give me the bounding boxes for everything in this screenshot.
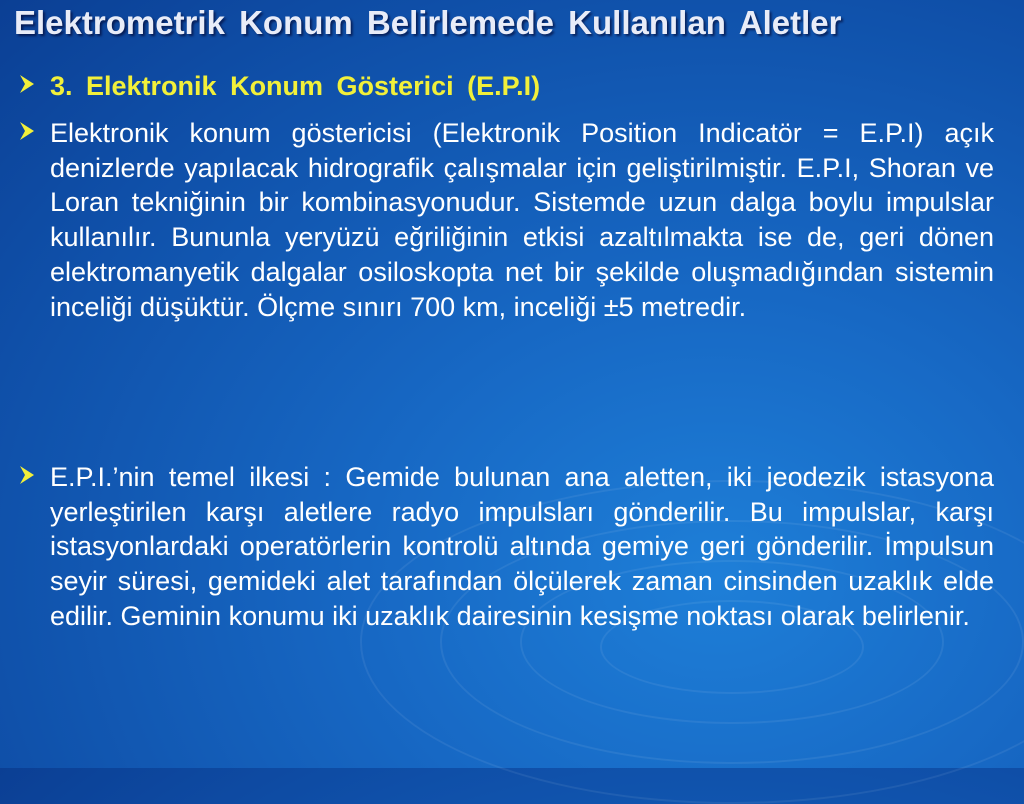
paragraph-description: Elektronik konum göstericisi (Elektronik Position Indicatör = E.P.I) açık denizlerde yapılacak hidrografik çalışmalar için geliştirilmiştir. E.P.I, Shoran ve Loran tekniğinin bir kombinasyonudur. Sistemde uzun dalga boylu impulslar kullanılır. Bununla yeryüzü eğriliğinin etkisi azaltılmakta ise de, geri dönen elektromanyetik dalgalar osiloskopta net bir şekilde oluşmadığından sistemin inceliği düşüktür. Ölçme sınırı 700 km, inceliği ±5 metredir. <box>50 118 994 322</box>
arrowhead-bullet-icon <box>18 69 50 95</box>
bullet-item-description <box>18 116 994 324</box>
paragraph-principle: E.P.I.’nin temel ilkesi : Gemide bulunan ana aletten, iki jeodezik istasyona yerleştirilen karşı aletlere radyo impulsları gönderilir. Bu impulslar, karşı istasyonlardaki operatörlerin kontrolü altında gemiye geri gönderilir. İmpulsun seyir süresi, gemideki alet tarafından ölçülerek zaman cinsinden uzaklık elde edilir. Geminin konumu iki uzaklık dairesinin kesişme noktası olarak belirlenir. <box>50 462 994 631</box>
arrowhead-bullet-icon <box>18 460 50 486</box>
bullet-item-principle <box>18 460 994 634</box>
section-heading: 3. Elektronik Konum Gösterici (E.P.I) <box>50 71 541 101</box>
arrowhead-bullet-icon <box>18 116 50 142</box>
bullet-item-heading <box>18 69 994 103</box>
slide-title: Elektrometrik Konum Belirlemede Kullanılan Aletler <box>14 4 842 41</box>
